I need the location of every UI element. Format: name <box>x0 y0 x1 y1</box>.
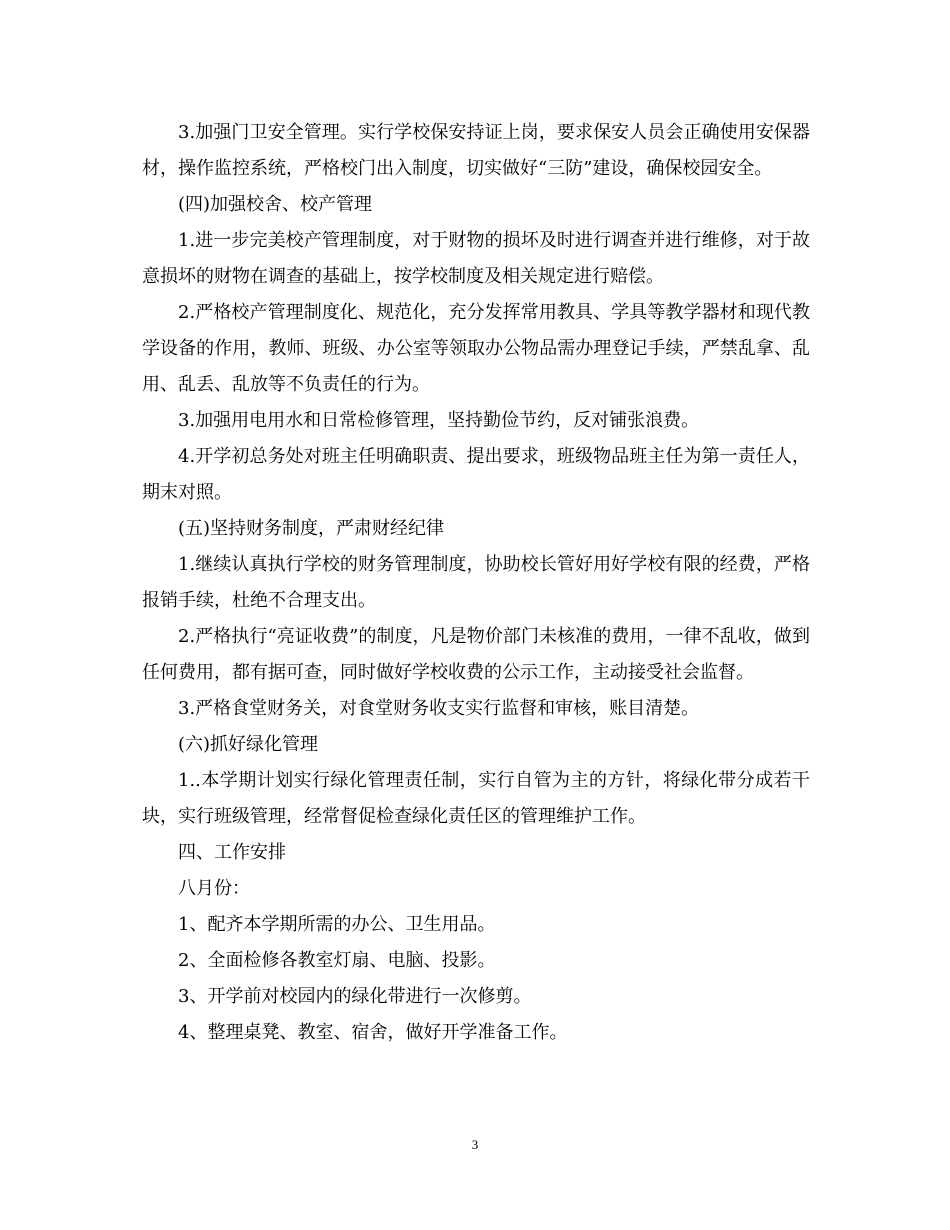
list-item-preparation: 4、整理桌凳、教室、宿舍，做好开学准备工作。 <box>178 1022 568 1043</box>
heading-section-6: (六)抓好绿化管理 <box>178 734 319 755</box>
document-body <box>142 115 810 1051</box>
heading-august: 八月份： <box>178 878 250 899</box>
list-item-pruning: 3、开学前对校园内的绿化带进行一次修剪。 <box>178 986 532 1007</box>
heading-work-schedule: 四、工作安排 <box>178 842 286 863</box>
list-item-equipment-check: 2、全面检修各教室灯扇、电脑、投影。 <box>178 950 496 971</box>
paragraph-fee-policy: 2.严格执行“亮证收费”的制度，凡是物价部门未核准的费用，一律不乱收，做到任何费用，都有据可查，同时做好学校收费的公示工作，主动接受社会监督。 <box>142 626 810 683</box>
paragraph-utility-maintenance: 3.加强用电用水和日常检修管理，坚持勤俭节约，反对铺张浪费。 <box>178 410 700 431</box>
heading-section-5: (五)坚持财务制度，严肃财经纪律 <box>178 518 445 539</box>
paragraph-class-responsibility: 4.开学初总务处对班主任明确职责、提出要求，班级物品班主任为第一责任人，期末对照。 <box>142 446 810 503</box>
page-number: 3 <box>471 1137 479 1152</box>
list-item-supplies: 1、配齐本学期所需的办公、卫生用品。 <box>178 914 496 935</box>
paragraph-canteen-finance: 3.严格食堂财务关，对食堂财务收支实行监督和审核，账目清楚。 <box>178 698 700 719</box>
paragraph-asset-system: 1.进一步完美校产管理制度，对于财物的损坏及时进行调查并进行维修，对于故意损坏的财物在调查的基础上，按学校制度及相关规定进行赔偿。 <box>142 230 810 287</box>
heading-section-4: (四)加强校舍、校产管理 <box>178 194 373 215</box>
paragraph-greening: 1..本学期计划实行绿化管理责任制，实行自管为主的方针，将绿化带分成若干块，实行班级管理，经常督促检查绿化责任区的管理维护工作。 <box>142 770 810 827</box>
paragraph-asset-standardize: 2.严格校产管理制度化、规范化，充分发挥常用教具、学具等教学器材和现代教学设备的作用，教师、班级、办公室等领取办公物品需办理登记手续，严禁乱拿、乱用、乱丢、乱放等不负责任的行为。 <box>142 302 810 395</box>
paragraph-finance-system: 1.继续认真执行学校的财务管理制度，协助校长管好用好学校有限的经费，严格报销手续，杜绝不合理支出。 <box>142 554 810 611</box>
paragraph-gate-security: 3.加强门卫安全管理。实行学校保安持证上岗，要求保安人员会正确使用安保器材，操作监控系统，严格校门出入制度，切实做好“三防”建设，确保校园安全。 <box>142 122 810 179</box>
